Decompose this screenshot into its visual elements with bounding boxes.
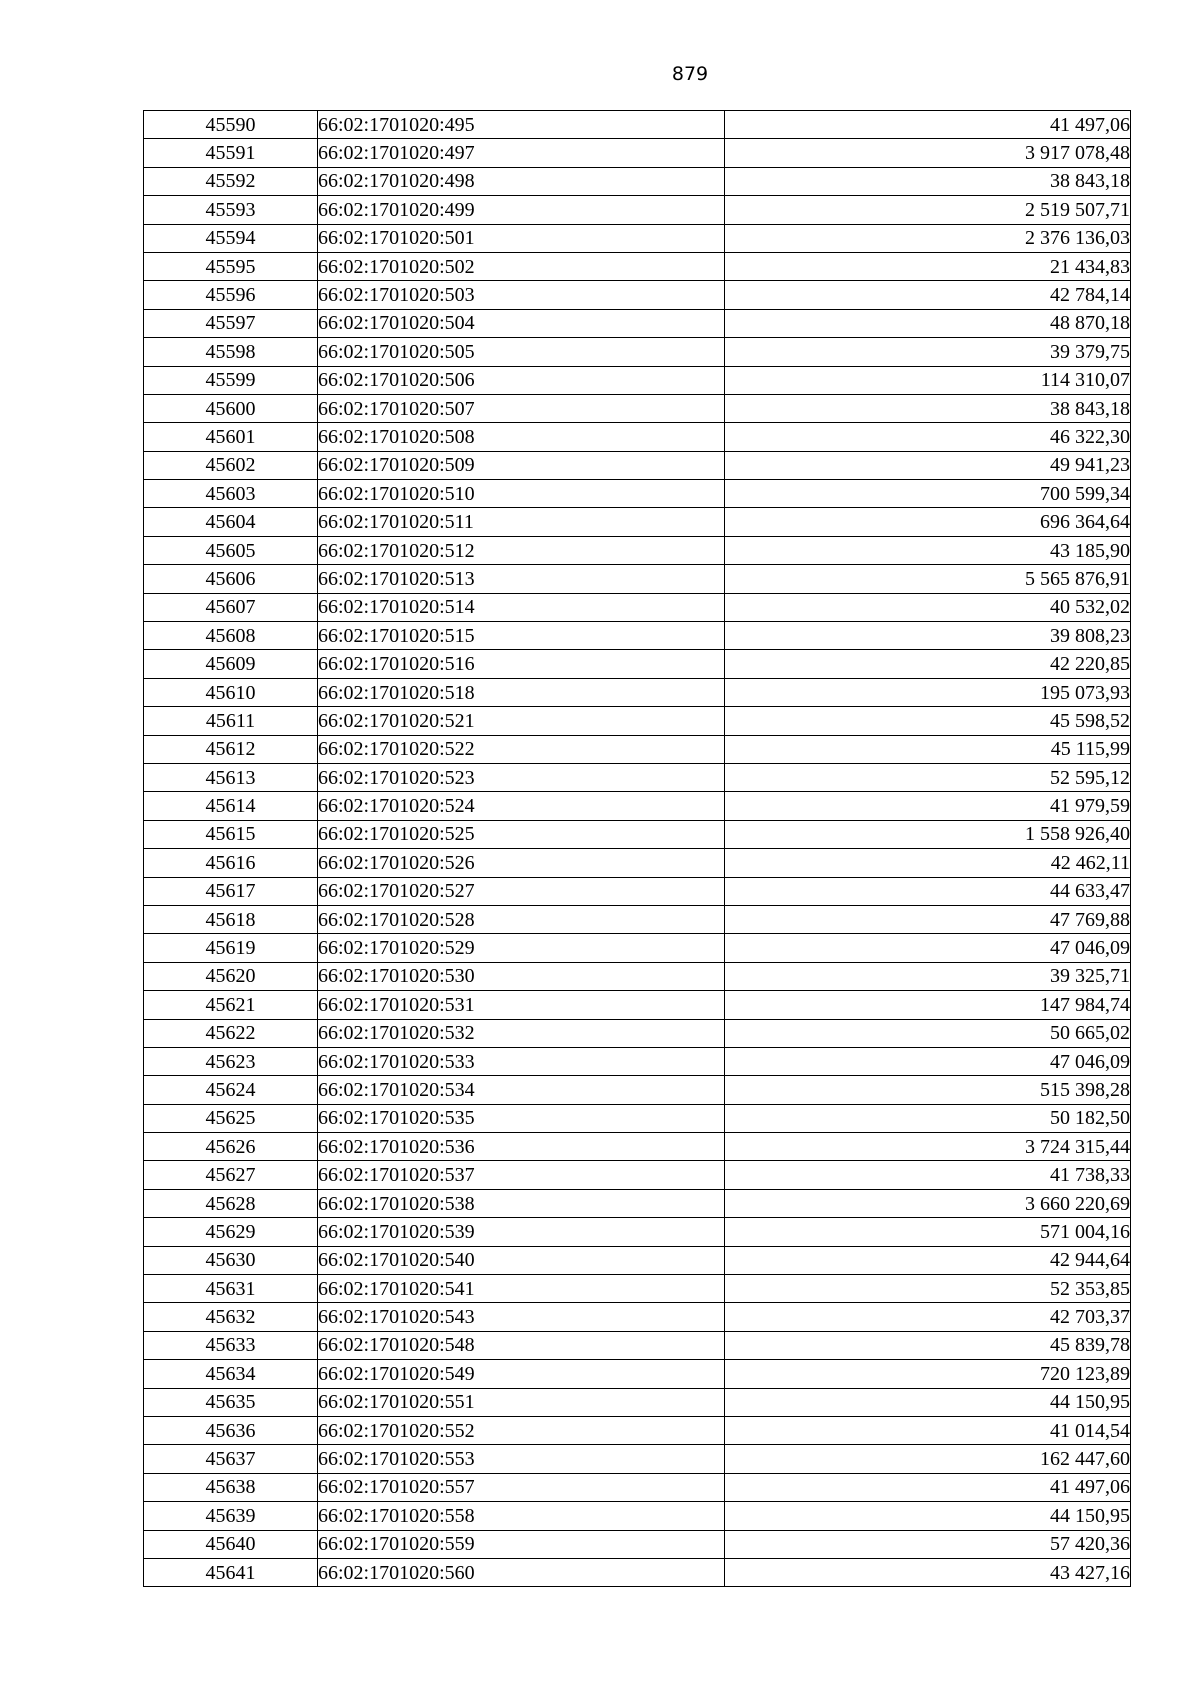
table-row	[144, 423, 1131, 451]
cadastral-value-table	[143, 110, 1131, 1587]
row-number-cell: 45614	[144, 792, 318, 820]
row-number-cell: 45603	[144, 480, 318, 508]
cadastral-value-cell: 43 427,16	[725, 1558, 1131, 1586]
cadastral-value-cell: 52 595,12	[725, 763, 1131, 791]
row-number-cell: 45637	[144, 1445, 318, 1473]
cadastral-value-cell: 114 310,07	[725, 366, 1131, 394]
page-number	[0, 62, 1200, 86]
cadastral-number-cell: 66:02:1701020:560	[318, 1558, 725, 1586]
cadastral-number-cell: 66:02:1701020:525	[318, 820, 725, 848]
cadastral-value-cell: 700 599,34	[725, 480, 1131, 508]
table-row	[144, 196, 1131, 224]
table-row	[144, 849, 1131, 877]
cadastral-number-cell: 66:02:1701020:537	[318, 1161, 725, 1189]
row-number-cell: 45625	[144, 1104, 318, 1132]
row-number-cell: 45594	[144, 224, 318, 252]
cadastral-number-cell: 66:02:1701020:513	[318, 565, 725, 593]
row-number-cell: 45607	[144, 593, 318, 621]
cadastral-number-cell: 66:02:1701020:530	[318, 962, 725, 990]
cadastral-value-cell: 41 014,54	[725, 1416, 1131, 1444]
cadastral-value-cell: 41 497,06	[725, 1473, 1131, 1501]
table-row	[144, 1189, 1131, 1217]
table-row	[144, 536, 1131, 564]
table-row	[144, 366, 1131, 394]
cadastral-value-cell: 41 738,33	[725, 1161, 1131, 1189]
cadastral-value-cell: 45 598,52	[725, 707, 1131, 735]
table-row	[144, 1133, 1131, 1161]
cadastral-number-cell: 66:02:1701020:559	[318, 1530, 725, 1558]
cadastral-number-cell: 66:02:1701020:509	[318, 451, 725, 479]
cadastral-value-cell: 3 660 220,69	[725, 1189, 1131, 1217]
table-row	[144, 1502, 1131, 1530]
cadastral-value-cell: 515 398,28	[725, 1076, 1131, 1104]
table-row	[144, 111, 1131, 139]
cadastral-number-cell: 66:02:1701020:497	[318, 139, 725, 167]
table-row	[144, 735, 1131, 763]
row-number-cell: 45623	[144, 1047, 318, 1075]
cadastral-number-cell: 66:02:1701020:526	[318, 849, 725, 877]
row-number-cell: 45624	[144, 1076, 318, 1104]
row-number-cell: 45619	[144, 934, 318, 962]
table-row	[144, 707, 1131, 735]
cadastral-value-cell: 3 917 078,48	[725, 139, 1131, 167]
cadastral-value-cell: 21 434,83	[725, 252, 1131, 280]
cadastral-value-cell: 42 220,85	[725, 650, 1131, 678]
row-number-cell: 45601	[144, 423, 318, 451]
cadastral-value-cell: 46 322,30	[725, 423, 1131, 451]
cadastral-value-cell: 45 839,78	[725, 1331, 1131, 1359]
cadastral-value-cell: 39 808,23	[725, 622, 1131, 650]
row-number-cell: 45640	[144, 1530, 318, 1558]
table-row	[144, 1076, 1131, 1104]
cadastral-number-cell: 66:02:1701020:495	[318, 111, 725, 139]
row-number-cell: 45598	[144, 338, 318, 366]
cadastral-number-cell: 66:02:1701020:505	[318, 338, 725, 366]
cadastral-value-cell: 50 182,50	[725, 1104, 1131, 1132]
cadastral-number-cell: 66:02:1701020:510	[318, 480, 725, 508]
cadastral-value-cell: 42 944,64	[725, 1246, 1131, 1274]
cadastral-number-cell: 66:02:1701020:535	[318, 1104, 725, 1132]
cadastral-value-cell: 696 364,64	[725, 508, 1131, 536]
cadastral-value-cell: 52 353,85	[725, 1275, 1131, 1303]
row-number-cell: 45593	[144, 196, 318, 224]
table-row	[144, 1019, 1131, 1047]
row-number-cell: 45620	[144, 962, 318, 990]
table-row	[144, 1047, 1131, 1075]
cadastral-number-cell: 66:02:1701020:498	[318, 167, 725, 195]
cadastral-number-cell: 66:02:1701020:558	[318, 1502, 725, 1530]
cadastral-value-cell: 720 123,89	[725, 1360, 1131, 1388]
row-number-cell: 45590	[144, 111, 318, 139]
table-row	[144, 1445, 1131, 1473]
cadastral-value-cell: 43 185,90	[725, 536, 1131, 564]
row-number-cell: 45641	[144, 1558, 318, 1586]
table-row	[144, 338, 1131, 366]
cadastral-number-cell: 66:02:1701020:543	[318, 1303, 725, 1331]
cadastral-value-cell: 38 843,18	[725, 394, 1131, 422]
cadastral-number-cell: 66:02:1701020:538	[318, 1189, 725, 1217]
cadastral-number-cell: 66:02:1701020:532	[318, 1019, 725, 1047]
row-number-cell: 45616	[144, 849, 318, 877]
cadastral-number-cell: 66:02:1701020:551	[318, 1388, 725, 1416]
cadastral-value-cell: 1 558 926,40	[725, 820, 1131, 848]
cadastral-value-cell: 49 941,23	[725, 451, 1131, 479]
row-number-cell: 45604	[144, 508, 318, 536]
row-number-cell: 45610	[144, 678, 318, 706]
cadastral-number-cell: 66:02:1701020:533	[318, 1047, 725, 1075]
cadastral-number-cell: 66:02:1701020:552	[318, 1416, 725, 1444]
cadastral-number-cell: 66:02:1701020:511	[318, 508, 725, 536]
row-number-cell: 45636	[144, 1416, 318, 1444]
table-row	[144, 934, 1131, 962]
row-number-cell: 45599	[144, 366, 318, 394]
cadastral-number-cell: 66:02:1701020:518	[318, 678, 725, 706]
table-row	[144, 451, 1131, 479]
table-row	[144, 622, 1131, 650]
row-number-cell: 45612	[144, 735, 318, 763]
cadastral-value-cell: 162 447,60	[725, 1445, 1131, 1473]
table-row	[144, 139, 1131, 167]
cadastral-value-cell: 3 724 315,44	[725, 1133, 1131, 1161]
table-row	[144, 1416, 1131, 1444]
cadastral-number-cell: 66:02:1701020:536	[318, 1133, 725, 1161]
cadastral-number-cell: 66:02:1701020:529	[318, 934, 725, 962]
cadastral-value-cell: 42 703,37	[725, 1303, 1131, 1331]
table-row	[144, 650, 1131, 678]
cadastral-number-cell: 66:02:1701020:540	[318, 1246, 725, 1274]
cadastral-number-cell: 66:02:1701020:553	[318, 1445, 725, 1473]
table-row	[144, 1473, 1131, 1501]
row-number-cell: 45617	[144, 877, 318, 905]
cadastral-number-cell: 66:02:1701020:548	[318, 1331, 725, 1359]
table-row	[144, 508, 1131, 536]
row-number-cell: 45609	[144, 650, 318, 678]
table-row	[144, 224, 1131, 252]
cadastral-value-cell: 5 565 876,91	[725, 565, 1131, 593]
cadastral-value-cell: 39 325,71	[725, 962, 1131, 990]
row-number-cell: 45606	[144, 565, 318, 593]
row-number-cell: 45613	[144, 763, 318, 791]
cadastral-value-cell: 42 462,11	[725, 849, 1131, 877]
row-number-cell: 45631	[144, 1275, 318, 1303]
cadastral-number-cell: 66:02:1701020:506	[318, 366, 725, 394]
row-number-cell: 45591	[144, 139, 318, 167]
cadastral-number-cell: 66:02:1701020:501	[318, 224, 725, 252]
row-number-cell: 45634	[144, 1360, 318, 1388]
row-number-cell: 45621	[144, 991, 318, 1019]
cadastral-value-cell: 44 633,47	[725, 877, 1131, 905]
cadastral-number-cell: 66:02:1701020:521	[318, 707, 725, 735]
cadastral-number-cell: 66:02:1701020:516	[318, 650, 725, 678]
cadastral-value-cell: 39 379,75	[725, 338, 1131, 366]
cadastral-value-cell: 47 046,09	[725, 1047, 1131, 1075]
table-row	[144, 678, 1131, 706]
row-number-cell: 45605	[144, 536, 318, 564]
table-row	[144, 991, 1131, 1019]
cadastral-value-cell: 2 376 136,03	[725, 224, 1131, 252]
table-row	[144, 281, 1131, 309]
cadastral-number-cell: 66:02:1701020:534	[318, 1076, 725, 1104]
table-row	[144, 877, 1131, 905]
table-row	[144, 905, 1131, 933]
cadastral-value-cell: 38 843,18	[725, 167, 1131, 195]
cadastral-number-cell: 66:02:1701020:527	[318, 877, 725, 905]
table-row	[144, 1388, 1131, 1416]
row-number-cell: 45632	[144, 1303, 318, 1331]
cadastral-number-cell: 66:02:1701020:541	[318, 1275, 725, 1303]
cadastral-value-cell: 571 004,16	[725, 1218, 1131, 1246]
cadastral-value-cell: 195 073,93	[725, 678, 1131, 706]
row-number-cell: 45627	[144, 1161, 318, 1189]
table-row	[144, 1104, 1131, 1132]
cadastral-value-cell: 44 150,95	[725, 1388, 1131, 1416]
cadastral-number-cell: 66:02:1701020:549	[318, 1360, 725, 1388]
cadastral-value-cell: 48 870,18	[725, 309, 1131, 337]
cadastral-number-cell: 66:02:1701020:528	[318, 905, 725, 933]
cadastral-value-cell: 40 532,02	[725, 593, 1131, 621]
table-row	[144, 394, 1131, 422]
row-number-cell: 45638	[144, 1473, 318, 1501]
table-row	[144, 763, 1131, 791]
row-number-cell: 45635	[144, 1388, 318, 1416]
cadastral-value-cell: 45 115,99	[725, 735, 1131, 763]
row-number-cell: 45630	[144, 1246, 318, 1274]
table-row	[144, 962, 1131, 990]
cadastral-value-cell: 50 665,02	[725, 1019, 1131, 1047]
row-number-cell: 45622	[144, 1019, 318, 1047]
table-row	[144, 1303, 1131, 1331]
cadastral-number-cell: 66:02:1701020:502	[318, 252, 725, 280]
cadastral-number-cell: 66:02:1701020:557	[318, 1473, 725, 1501]
cadastral-value-cell: 41 497,06	[725, 111, 1131, 139]
table-row	[144, 1275, 1131, 1303]
cadastral-number-cell: 66:02:1701020:539	[318, 1218, 725, 1246]
cadastral-number-cell: 66:02:1701020:504	[318, 309, 725, 337]
row-number-cell: 45633	[144, 1331, 318, 1359]
cadastral-value-cell: 47 046,09	[725, 934, 1131, 962]
table-row	[144, 252, 1131, 280]
row-number-cell: 45611	[144, 707, 318, 735]
cadastral-number-cell: 66:02:1701020:522	[318, 735, 725, 763]
table-row	[144, 565, 1131, 593]
cadastral-number-cell: 66:02:1701020:524	[318, 792, 725, 820]
cadastral-number-cell: 66:02:1701020:507	[318, 394, 725, 422]
cadastral-number-cell: 66:02:1701020:512	[318, 536, 725, 564]
cadastral-value-cell: 47 769,88	[725, 905, 1131, 933]
page-number-text: 879	[671, 63, 709, 85]
table-row	[144, 1161, 1131, 1189]
row-number-cell: 45592	[144, 167, 318, 195]
row-number-cell: 45600	[144, 394, 318, 422]
table-row	[144, 792, 1131, 820]
cadastral-number-cell: 66:02:1701020:499	[318, 196, 725, 224]
row-number-cell: 45595	[144, 252, 318, 280]
table-row	[144, 1246, 1131, 1274]
table-row	[144, 309, 1131, 337]
table-body	[144, 111, 1131, 1587]
row-number-cell: 45615	[144, 820, 318, 848]
row-number-cell: 45608	[144, 622, 318, 650]
table-row	[144, 820, 1131, 848]
table-row	[144, 1530, 1131, 1558]
row-number-cell: 45596	[144, 281, 318, 309]
table-row	[144, 167, 1131, 195]
table-row	[144, 1331, 1131, 1359]
cadastral-number-cell: 66:02:1701020:514	[318, 593, 725, 621]
cadastral-value-cell: 41 979,59	[725, 792, 1131, 820]
table-row	[144, 1218, 1131, 1246]
table-row	[144, 593, 1131, 621]
cadastral-number-cell: 66:02:1701020:523	[318, 763, 725, 791]
cadastral-value-cell: 147 984,74	[725, 991, 1131, 1019]
row-number-cell: 45618	[144, 905, 318, 933]
row-number-cell: 45628	[144, 1189, 318, 1217]
cadastral-value-cell: 42 784,14	[725, 281, 1131, 309]
cadastral-value-cell: 2 519 507,71	[725, 196, 1131, 224]
row-number-cell: 45639	[144, 1502, 318, 1530]
cadastral-number-cell: 66:02:1701020:508	[318, 423, 725, 451]
table-row	[144, 480, 1131, 508]
row-number-cell: 45597	[144, 309, 318, 337]
cadastral-value-cell: 44 150,95	[725, 1502, 1131, 1530]
table-row	[144, 1558, 1131, 1586]
cadastral-value-cell: 57 420,36	[725, 1530, 1131, 1558]
row-number-cell: 45626	[144, 1133, 318, 1161]
cadastral-number-cell: 66:02:1701020:503	[318, 281, 725, 309]
row-number-cell: 45602	[144, 451, 318, 479]
cadastral-number-cell: 66:02:1701020:515	[318, 622, 725, 650]
cadastral-number-cell: 66:02:1701020:531	[318, 991, 725, 1019]
table-row	[144, 1360, 1131, 1388]
row-number-cell: 45629	[144, 1218, 318, 1246]
